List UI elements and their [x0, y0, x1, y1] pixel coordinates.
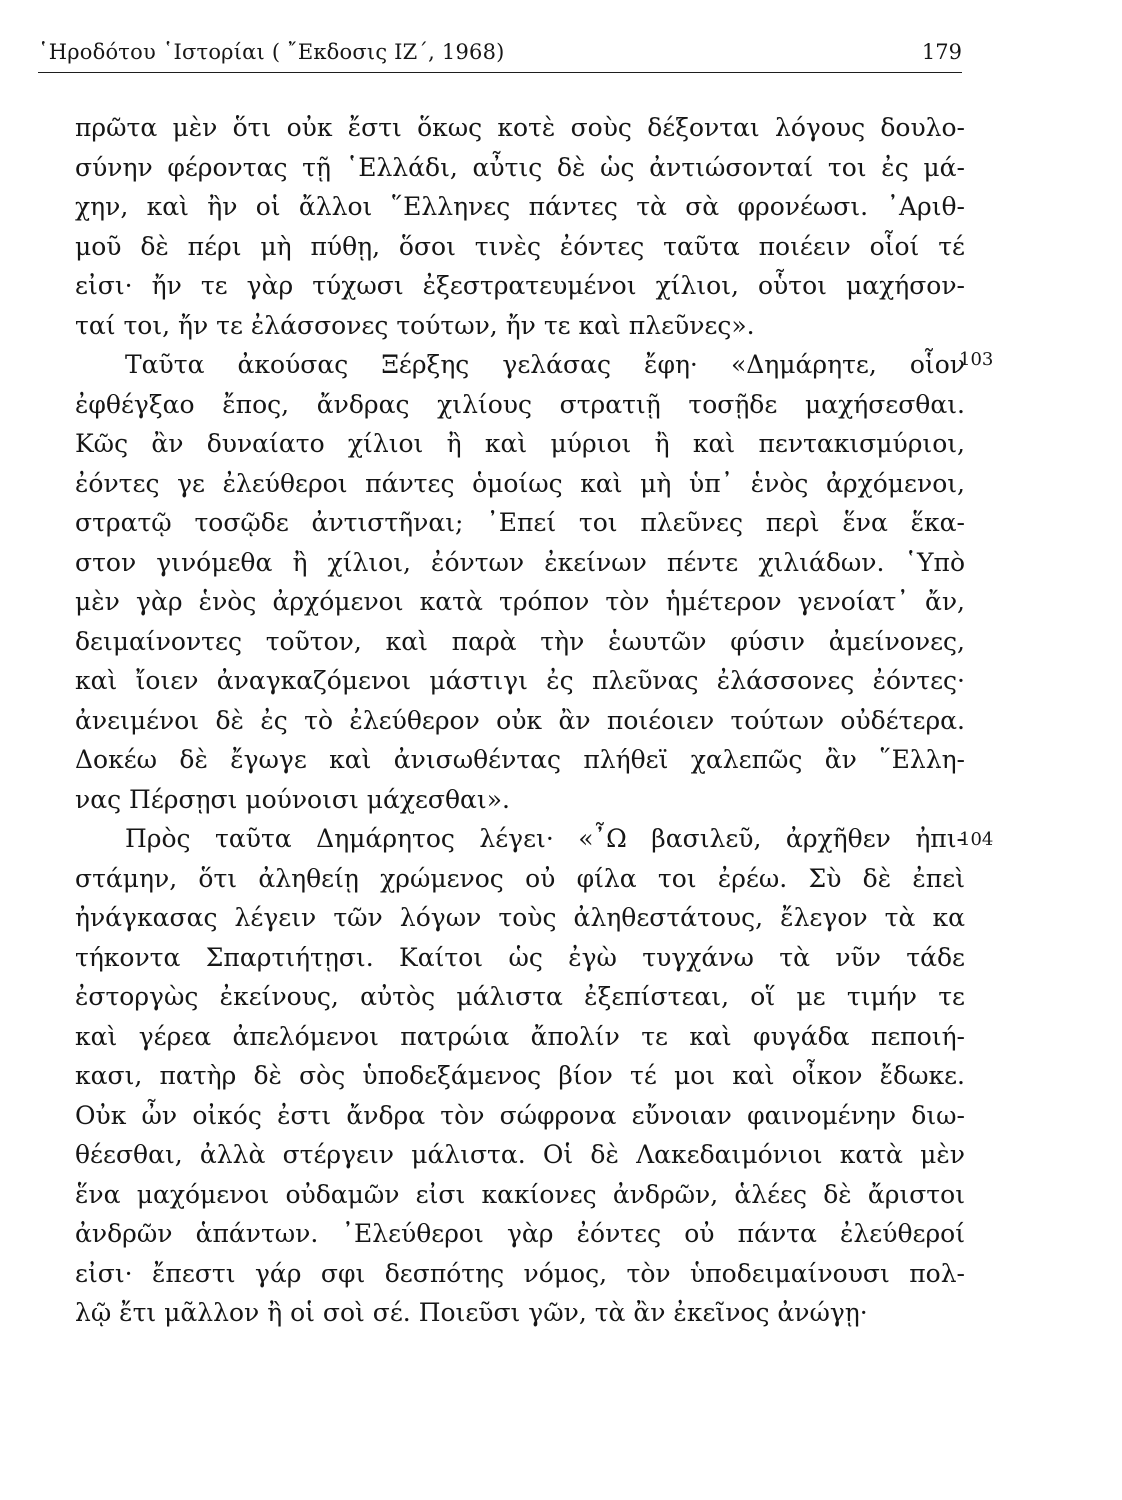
text-line: χην, καὶ ἢν οἱ ἄλλοι ῞Ελληνες πάντες τὰ σὰ φρονέωσι. ᾿Αριθ- [75, 192, 965, 221]
text-line: Κῶς ἂν δυναίατο χίλιοι ἢ καὶ μύριοι ἢ καὶ πεντακισμύριοι, [75, 429, 965, 458]
body-text [75, 108, 965, 1333]
page-number: 179 [921, 40, 962, 64]
text-line: ἐστοργὼς ἐκείνους, αὐτὸς μάλιστα ἐξεπίστεαι, οἵ με τιμήν τε [75, 982, 965, 1011]
text-line: πρῶτα μὲν ὅτι οὐκ ἔστι ὅκως κοτὲ σοὺς δέξονται λόγους δουλο- [75, 113, 965, 142]
text-line: τήκοντα Σπαρτιήτῃσι. Καίτοι ὡς ἐγὼ τυγχάνω τὰ νῦν τάδε [75, 942, 965, 972]
text-line: κασι, πατὴρ δὲ σὸς ὑποδεξάμενος βίον τέ μοι καὶ οἶκον ἔδωκε. [75, 1061, 965, 1090]
header-rule [38, 72, 962, 73]
text-line: στάμην, ὅτι ἀληθείῃ χρώμενος οὐ φίλα τοι ἐρέω. Σὺ δὲ ἐπεὶ [75, 863, 965, 893]
text-line: ἠνάγκασας λέγειν τῶν λόγων τοὺς ἀληθεστάτους, ἔλεγον τὰ κα [75, 903, 965, 932]
text-line: ἀνειμένοι δὲ ἐς τὸ ἐλεύθερον οὐκ ἂν ποιέοιεν τούτων οὐδέτερα. [75, 705, 965, 735]
text-line: Πρὸς ταῦτα Δημάρητος λέγει· «῏Ω βασιλεῦ, ἀρχῆθεν ἠπι- [125, 824, 965, 853]
text-line: εἰσι· ἔπεστι γάρ σφι δεσπότης νόμος, τὸν ὑποδειμαίνουσι πολ- [75, 1258, 965, 1288]
running-title: ῾Ηροδότου ῾Ιστορίαι ( ῎Εκδοσις ΙΖ΄, 1968) [38, 40, 505, 64]
text-line: Ταῦτα ἀκούσας Ξέρξης γελάσας ἔφη· «Δημάρητε, οἷον [125, 350, 965, 379]
text-line: ἐφθέγξαο ἔπος, ἄνδρας χιλίους στρατιῇ τοσῇδε μαχήσεσθαι. [75, 389, 965, 419]
text-line: ἀνδρῶν ἁπάντων. ᾿Ελεύθεροι γὰρ ἐόντες οὐ πάντα ἐλεύθεροί [75, 1219, 965, 1248]
text-line: ἐόντες γε ἐλεύθεροι πάντες ὁμοίως καὶ μὴ ὑπ᾿ ἑνὸς ἀρχόμενοι, [75, 468, 965, 498]
text-line: λῷ ἔτι μᾶλλον ἢ οἱ σοὶ σέ. Ποιεῦσι γῶν, τὰ ἂν ἐκεῖνος ἀνώγῃ· [75, 1298, 868, 1327]
text-line: Οὐκ ὦν οἰκός ἐστι ἄνδρα τὸν σώφρονα εὔνοιαν φαινομένην διω- [75, 1100, 965, 1130]
text-line: ἕνα μαχόμενοι οὐδαμῶν εἰσι κακίονες ἀνδρῶν, ἁλέες δὲ ἄριστοι [75, 1179, 965, 1209]
text-line: μοῦ δὲ πέρι μὴ πύθῃ, ὅσοι τινὲς ἐόντες ταῦτα ποιέειν οἷοί τέ [75, 231, 965, 261]
text-line: καὶ γέρεα ἀπελόμενοι πατρώια ἄπολίν τε καὶ φυγάδα πεποιή- [75, 1021, 965, 1051]
running-header [38, 38, 962, 74]
text-line: Δοκέω δὲ ἔγωγε καὶ ἀνισωθέντας πλήθεϊ χαλεπῶς ἂν ῞Ελλη- [75, 745, 965, 774]
text-line: μὲν γὰρ ἑνὸς ἀρχόμενοι κατὰ τρόπον τὸν ἡμέτερον γενοίατ᾿ ἄν, [75, 587, 965, 616]
text-line: καὶ ἴοιεν ἀναγκαζόμενοι μάστιγι ἐς πλεῦνας ἐλάσσονες ἐόντες· [75, 666, 965, 695]
text-line: δειμαίνοντες τοῦτον, καὶ παρὰ τὴν ἑωυτῶν φύσιν ἀμείνονες, [75, 626, 965, 656]
section-number-104: 104 [959, 829, 994, 850]
text-line: νας Πέρσῃσι μούνοισι μάχεσθαι». [75, 784, 510, 814]
text-line: σύνην φέροντας τῇ ῾Ελλάδι, αὖτις δὲ ὡς ἀντιώσονταί τοι ἐς μά- [75, 152, 965, 182]
text-line: στον γινόμεθα ἢ χίλιοι, ἐόντων ἐκείνων πέντε χιλιάδων. ῾Υπὸ [75, 547, 965, 577]
section-number-103: 103 [959, 349, 994, 370]
text-line: ταί τοι, ἤν τε ἐλάσσονες τούτων, ἤν τε καὶ πλεῦνες». [75, 310, 755, 340]
text-line: στρατῷ τοσῷδε ἀντιστῆναι; ᾿Επεί τοι πλεῦνες περὶ ἕνα ἕκα- [75, 508, 965, 537]
text-line: θέεσθαι, ἀλλὰ στέργειν μάλιστα. Οἱ δὲ Λακεδαιμόνιοι κατὰ μὲν [75, 1140, 965, 1169]
text-line: εἰσι· ἤν τε γὰρ τύχωσι ἐξεστρατευμένοι χίλιοι, οὗτοι μαχήσον- [75, 271, 965, 300]
